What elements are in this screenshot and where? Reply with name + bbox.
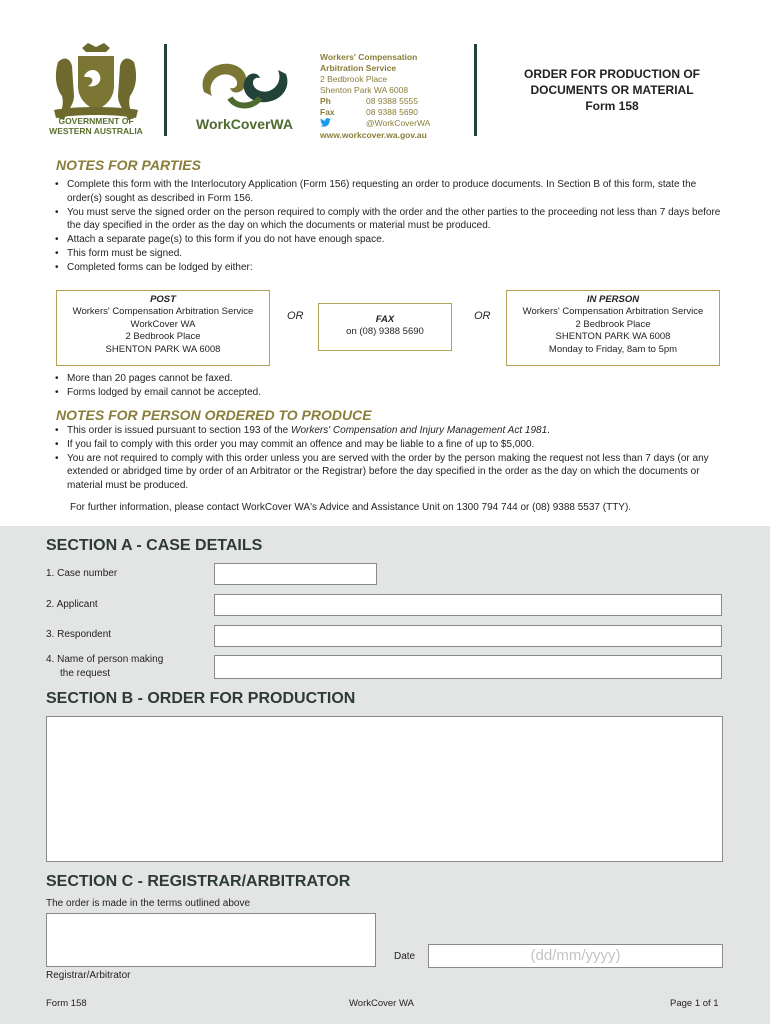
twitter-handle: @WorkCoverWA bbox=[366, 118, 431, 128]
list-item: • You must serve the signed order on the person required to comply with the order and the other parties to the proceeding not less than 7 days before the day specified in the order as the day on which the documents or material must be produced. bbox=[55, 206, 727, 234]
fax-number: 08 9388 5690 bbox=[366, 107, 418, 117]
phone-number: 08 9388 5555 bbox=[366, 96, 418, 106]
org-line-2: Arbitration Service bbox=[320, 63, 397, 73]
lodging-restrictions-list bbox=[55, 372, 727, 400]
fax-line-1: on (08) 9388 5690 bbox=[346, 326, 424, 338]
address-line-1: 2 Bedbrook Place bbox=[320, 74, 388, 84]
or-separator-2: OR bbox=[474, 310, 491, 322]
fax-heading: FAX bbox=[375, 314, 395, 325]
further-information-text: For further information, please contact WorkCover WA's Advice and Assistance Unit on 1300 794 744 or (08) 9388 5537 (TTY). bbox=[70, 502, 632, 513]
date-input[interactable]: (dd/mm/yyyy) bbox=[428, 944, 723, 968]
requester-label-line-2: the request bbox=[60, 667, 111, 679]
list-item: • Completed forms can be lodged by either: bbox=[55, 261, 727, 275]
post-heading: POST bbox=[150, 294, 176, 305]
registrar-arbitrator-label: Registrar/Arbitrator bbox=[46, 970, 131, 981]
list-item: • Forms lodged by email cannot be accepted. bbox=[55, 386, 727, 400]
workcover-wa-brand: WorkCoverWA bbox=[196, 116, 293, 132]
in-person-line-4: Monday to Friday, 8am to 5pm bbox=[548, 343, 678, 355]
footer-page-number: Page 1 of 1 bbox=[670, 998, 719, 1009]
section-193-text: This order is issued pursuant to section 193 of the bbox=[67, 425, 292, 436]
requester-label bbox=[46, 653, 163, 681]
in-person-line-3: SHENTON PARK WA 6008 bbox=[555, 331, 671, 343]
respondent-input[interactable] bbox=[214, 625, 722, 647]
contact-details bbox=[320, 52, 430, 141]
case-number-label: 1. Case number bbox=[46, 568, 118, 579]
header-divider-2 bbox=[474, 44, 477, 136]
government-of-western-australia bbox=[40, 116, 152, 136]
notes-for-person-heading: NOTES FOR PERSON ORDERED TO PRODUCE bbox=[56, 407, 372, 423]
in-person-heading: IN PERSON bbox=[586, 294, 640, 305]
list-item: • More than 20 pages cannot be faxed. bbox=[55, 372, 727, 386]
or-separator-1: OR bbox=[287, 310, 304, 322]
govt-line-2: WESTERN AUSTRALIA bbox=[49, 126, 143, 136]
list-item: • If you fail to comply with this order you may commit an offence and may be liable to a fine of up to $5,000. bbox=[55, 438, 727, 452]
requester-name-input[interactable] bbox=[214, 655, 722, 679]
lodge-by-post-box bbox=[56, 290, 270, 366]
phone-row bbox=[320, 96, 430, 107]
lodge-by-fax-box bbox=[318, 303, 452, 351]
govt-line-1: GOVERNMENT OF bbox=[58, 116, 134, 126]
list-item: • Attach a separate page(s) to this form if you do not have enough space. bbox=[55, 233, 727, 247]
act-title-end: . bbox=[547, 425, 550, 436]
twitter-row bbox=[320, 118, 430, 130]
form-number: Form 158 bbox=[585, 99, 639, 113]
footer-organisation: WorkCover WA bbox=[349, 998, 414, 1009]
post-line-3: 2 Bedbrook Place bbox=[125, 331, 201, 343]
twitter-icon-wrap bbox=[320, 118, 366, 130]
section-b-heading: SECTION B - ORDER FOR PRODUCTION bbox=[46, 690, 356, 707]
in-person-line-2: 2 Bedbrook Place bbox=[575, 318, 651, 330]
website-link[interactable]: www.workcover.wa.gov.au bbox=[320, 130, 427, 140]
org-line-1: Workers' Compensation bbox=[320, 52, 418, 62]
address-line-2: Shenton Park WA 6008 bbox=[320, 85, 409, 95]
applicant-input[interactable] bbox=[214, 594, 722, 616]
order-for-production-textarea[interactable] bbox=[46, 716, 723, 862]
notes-for-person-list bbox=[55, 424, 727, 493]
section-c-heading: SECTION C - REGISTRAR/ARBITRATOR bbox=[46, 873, 351, 890]
twitter-icon bbox=[320, 118, 331, 127]
act-title: Workers' Compensation and Injury Management Act 1981 bbox=[291, 425, 548, 436]
header-divider-1 bbox=[164, 44, 167, 136]
applicant-label: 2. Applicant bbox=[46, 599, 98, 610]
requester-label-line-1: 4. Name of person making bbox=[46, 654, 164, 665]
case-number-input[interactable] bbox=[214, 563, 377, 585]
notes-for-parties-list bbox=[55, 178, 727, 275]
section-a-heading: SECTION A - CASE DETAILS bbox=[46, 537, 263, 554]
list-item: • You are not required to comply with this order unless you are served with the order by the person making the request not less than 7 days (or any extended or abridged time by order of an Arbitrator or the Registrar) before the day specified in the order as the day on which the documents or material must be produced. bbox=[55, 452, 727, 493]
list-item: • This form must be signed. bbox=[55, 247, 727, 261]
section-c-subtext: The order is made in the terms outlined above bbox=[46, 898, 250, 909]
list-item bbox=[55, 424, 727, 438]
list-item: • Complete this form with the Interlocutory Application (Form 156) requesting an order to produce documents. In Section B of this form, state the order(s) sought as described in Form 156. bbox=[55, 178, 727, 206]
post-line-4: SHENTON PARK WA 6008 bbox=[105, 343, 221, 355]
title-line-2: DOCUMENTS OR MATERIAL bbox=[530, 83, 694, 97]
form-title bbox=[482, 66, 742, 114]
date-label: Date bbox=[394, 951, 416, 962]
post-line-2: WorkCover WA bbox=[130, 318, 196, 330]
footer-form-number: Form 158 bbox=[46, 998, 87, 1009]
in-person-line-1: Workers' Compensation Arbitration Service bbox=[522, 306, 704, 318]
notes-for-parties-heading: NOTES FOR PARTIES bbox=[56, 157, 201, 173]
post-line-1: Workers' Compensation Arbitration Service bbox=[72, 306, 254, 318]
title-line-1: ORDER FOR PRODUCTION OF bbox=[524, 67, 700, 81]
fax-label: Fax bbox=[320, 107, 335, 117]
lodge-in-person-box bbox=[506, 290, 720, 366]
registrar-signature-box[interactable] bbox=[46, 913, 376, 967]
respondent-label: 3. Respondent bbox=[46, 629, 112, 640]
phone-label: Ph bbox=[320, 96, 331, 106]
fax-row bbox=[320, 107, 430, 118]
